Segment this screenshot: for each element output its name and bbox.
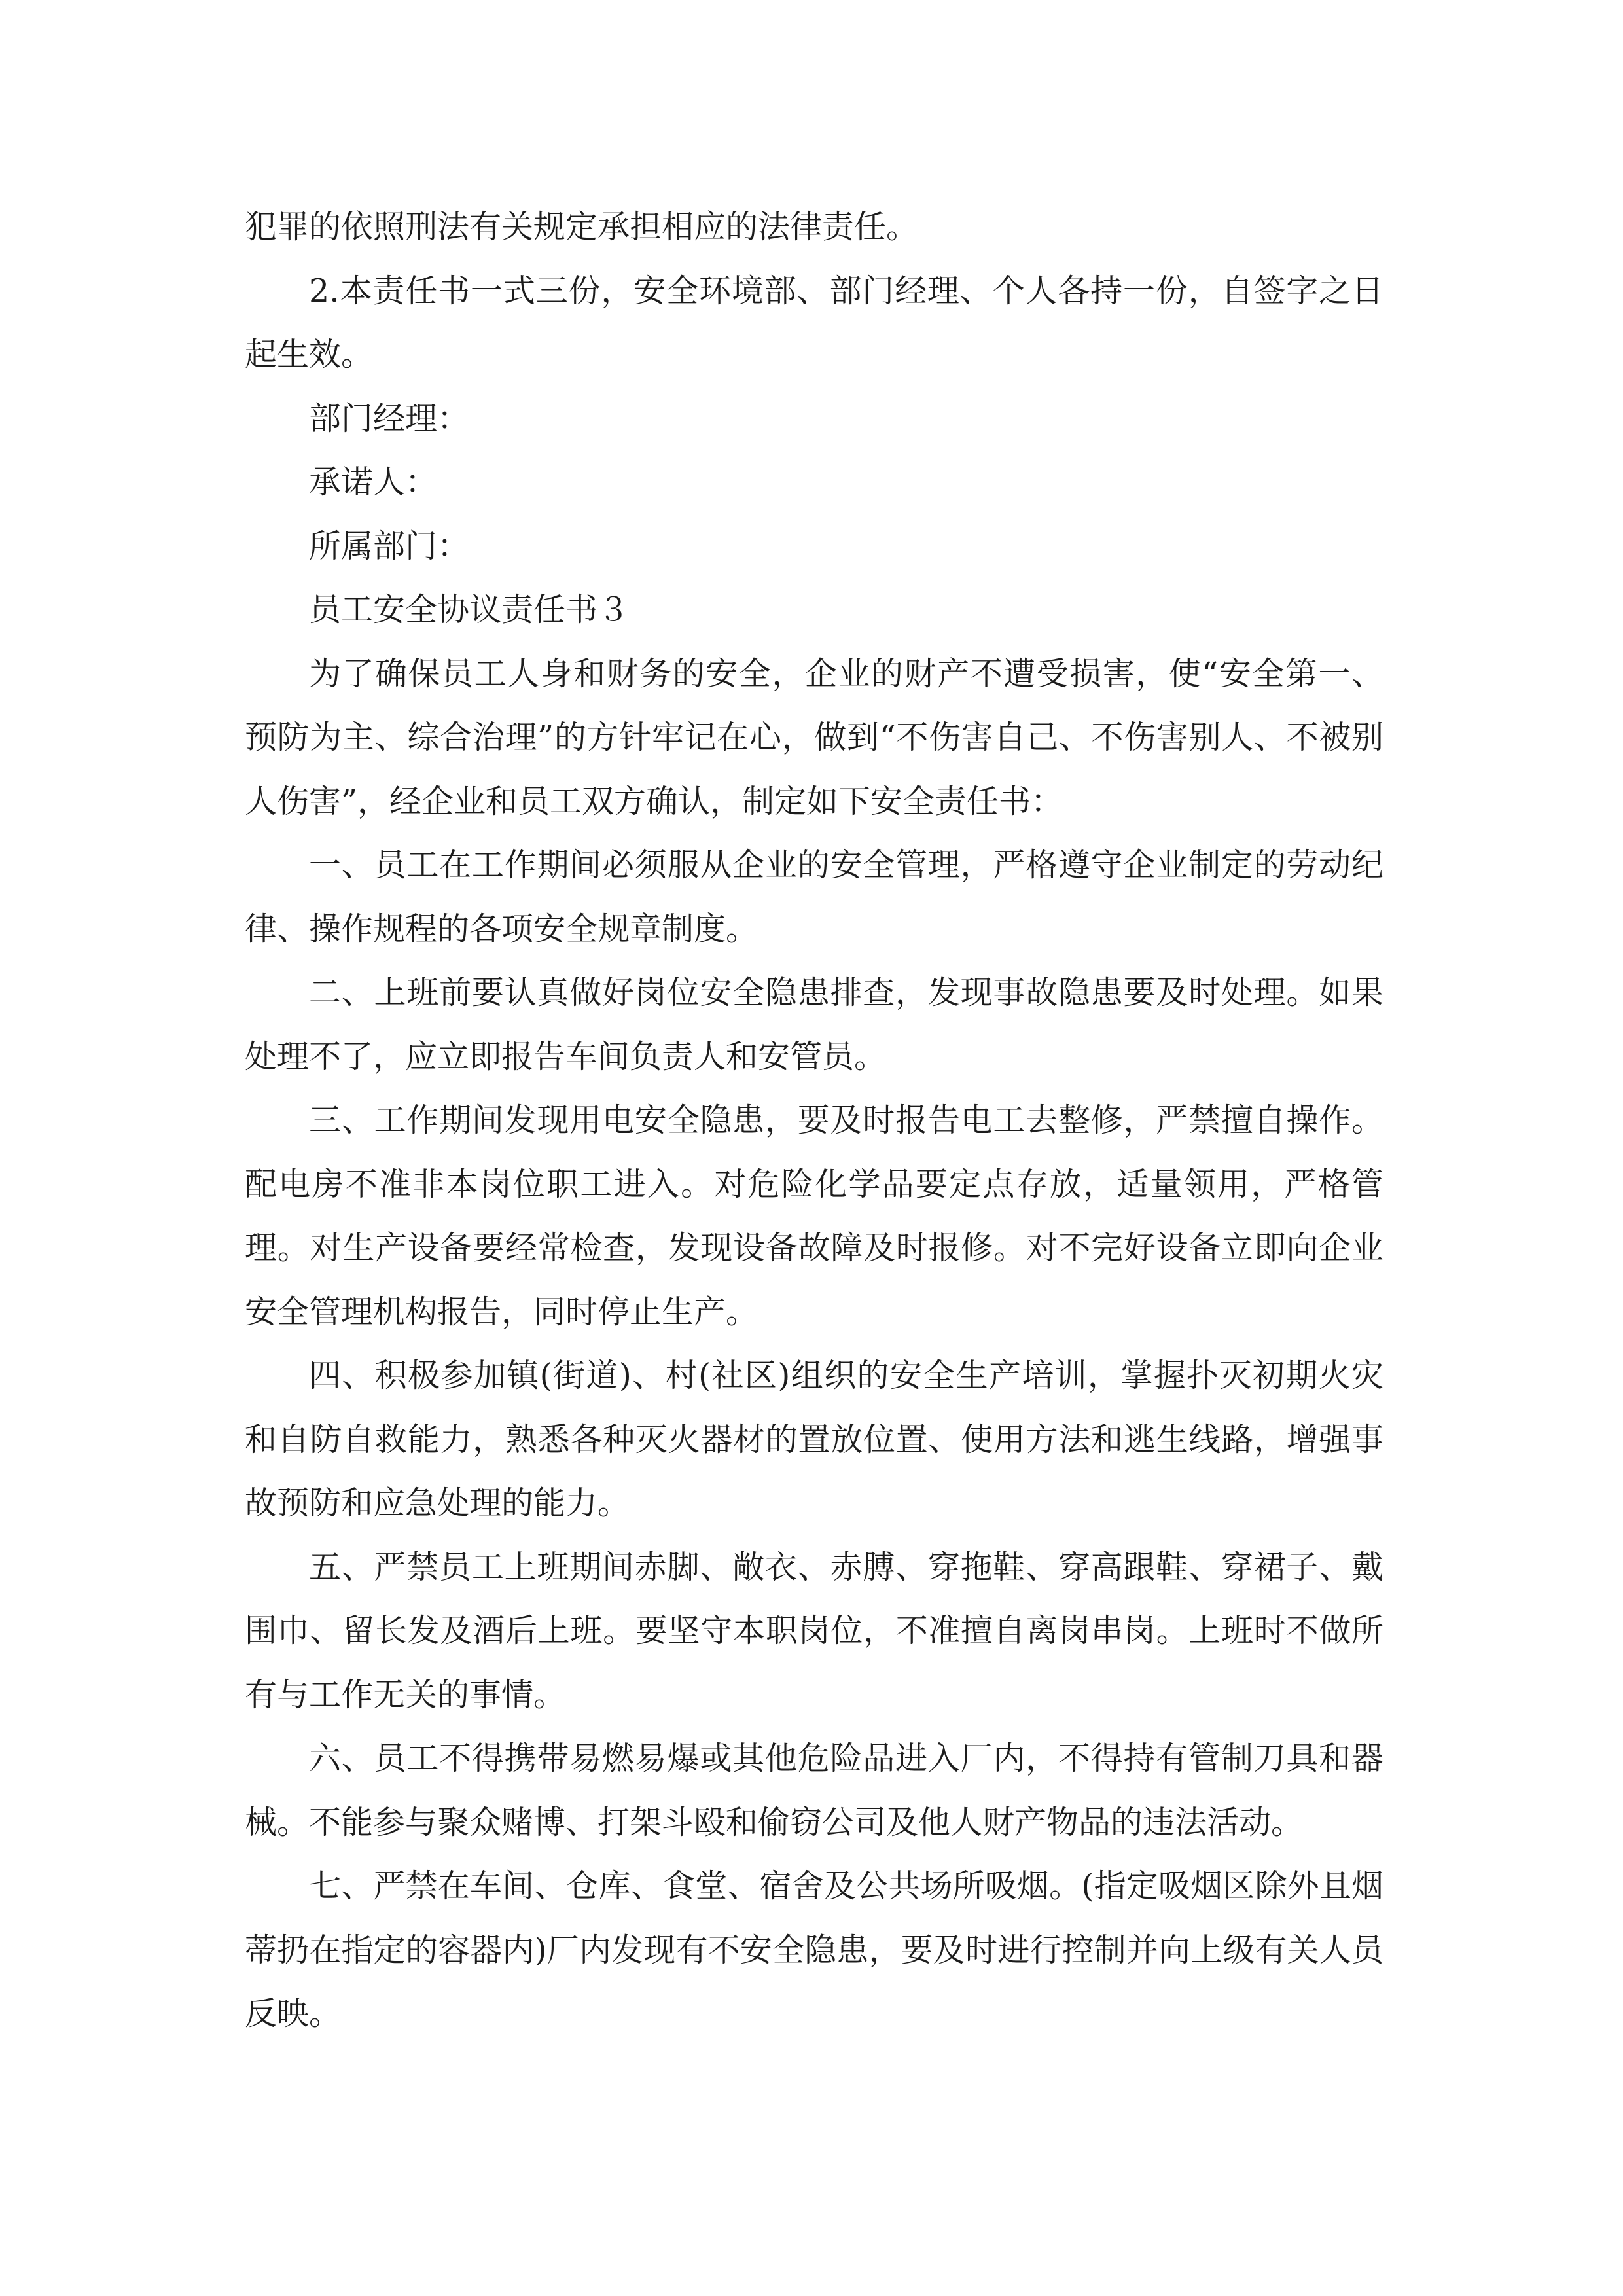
- paragraph-item-1: 一、员工在工作期间必须服从企业的安全管理，严格遵守企业制定的劳动纪律、操作规程的各项安全规章制度。: [245, 846, 1383, 948]
- paragraph-item-3: 三、工作期间发现用电安全隐患，要及时报告电工去整修，严禁擅自操作。配电房不准非本岗位职工进入。对危险化学品要定点存放，适量领用，严格管理。对生产设备要经常检查，发现设备故障及时报修。对不完好设备立即向企业安全管理机构报告，同时停止生产。: [245, 1102, 1383, 1331]
- paragraph-clause-2: 2.本责任书一式三份，安全环境部、部门经理、个人各持一份，自签字之日起生效。: [245, 272, 1383, 373]
- signature-line-department-manager: 部门经理：: [309, 399, 470, 437]
- section-title: 员工安全协议责任书３: [309, 591, 630, 628]
- paragraph-item-6: 六、员工不得携带易燃易爆或其他危险品进入厂内，不得持有管制刀具和器械。不能参与聚众赌博、打架斗殴和偷窃公司及他人财产物品的违法活动。: [245, 1740, 1383, 1841]
- paragraph-item-5: 五、严禁员工上班期间赤脚、敞衣、赤膊、穿拖鞋、穿高跟鞋、穿裙子、戴围巾、留长发及酒后上班。要坚守本职岗位，不准擅自离岗串岗。上班时不做所有与工作无关的事情。: [245, 1548, 1383, 1713]
- paragraph-item-4: 四、积极参加镇(街道)、村(社区)组织的安全生产培训，掌握扑灭初期火灾和自防自救能力，熟悉各种灭火器材的置放位置、使用方法和逃生线路，增强事故预防和应急处理的能力。: [245, 1357, 1383, 1522]
- document-body: [245, 195, 1383, 2046]
- signature-line-promisor: 承诺人：: [309, 463, 438, 501]
- paragraph-item-2: 二、上班前要认真做好岗位安全隐患排查，发现事故隐患要及时处理。如果处理不了，应立即报告车间负责人和安管员。: [245, 974, 1383, 1075]
- paragraph-continuation: 犯罪的依照刑法有关规定承担相应的法律责任。: [245, 208, 919, 245]
- signature-line-department: 所属部门：: [309, 527, 470, 565]
- paragraph-intro: 为了确保员工人身和财务的安全，企业的财产不遭受损害，使“安全第一、预防为主、综合治理”的方针牢记在心，做到“不伤害自己、不伤害别人、不被别人伤害”，经企业和员工双方确认，制定如下安全责任书：: [245, 655, 1383, 820]
- paragraph-item-7: 七、严禁在车间、仓库、食堂、宿舍及公共场所吸烟。(指定吸烟区除外且烟蒂扔在指定的容器内)厂内发现有不安全隐患，要及时进行控制并向上级有关人员反映。: [245, 1867, 1383, 2032]
